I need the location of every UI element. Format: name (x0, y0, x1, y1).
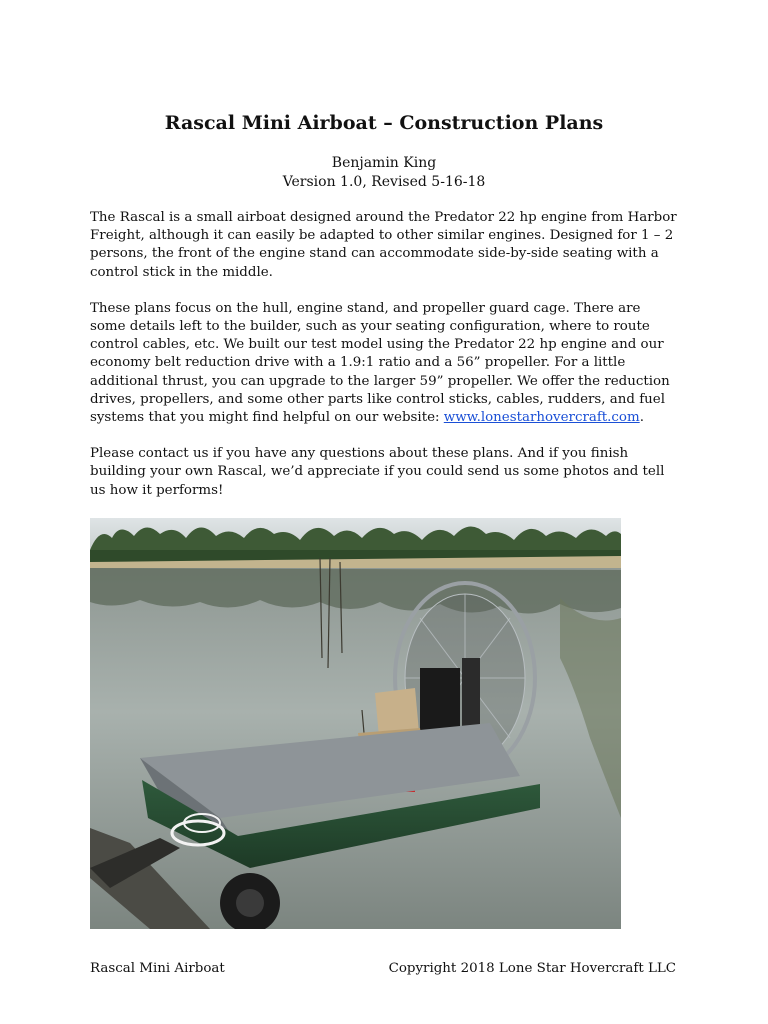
body-text (90, 209, 680, 518)
airboat-photo-illustration (90, 518, 621, 929)
footer-copyright: Copyright 2018 Lone Star Hovercraft LLC (388, 961, 676, 976)
paragraph-plans-end: . (639, 410, 644, 426)
paragraph-contact: Please contact us if you have any questions about these plans. And if you finish building your own Rascal, we’d appreciate if you could send us some photos and tell us how it performs! (90, 446, 665, 498)
footer-title: Rascal Mini Airboat (90, 961, 225, 976)
paragraph-intro: The Rascal is a small airboat designed around the Predator 22 hp engine from Harbor Freight, although it can easily be adapted to other similar engines. Designed for 1 – 2 persons, the front of the engine stand can accommodate side-by-side seating with a control stick in the middle. (90, 210, 677, 280)
airboat-photo (90, 518, 621, 929)
version-line: Version 1.0, Revised 5-16-18 (282, 174, 486, 190)
document-title: Rascal Mini Airboat – Construction Plans (164, 112, 604, 134)
website-link[interactable]: www.lonestarhovercraft.com (443, 410, 640, 426)
paragraph-plans (90, 300, 680, 427)
author-name: Benjamin King (331, 155, 437, 171)
paragraph-plans-text: These plans focus on the hull, engine stand, and propeller guard cage. There are some details left to the builder, such as your seating configuration, where to route control cables, etc. We built our test model using the Predator 22 hp engine and our economy belt reduction drive with a 1.9:1 ratio and a 56” propeller. For a little additional thrust, you can upgrade to the larger 59” propeller. We offer the reduction drives, propellers, and some other parts like control sticks, cables, rudders, and fuel systems that you might find helpful on our website: (90, 300, 670, 426)
byline (0, 154, 768, 192)
